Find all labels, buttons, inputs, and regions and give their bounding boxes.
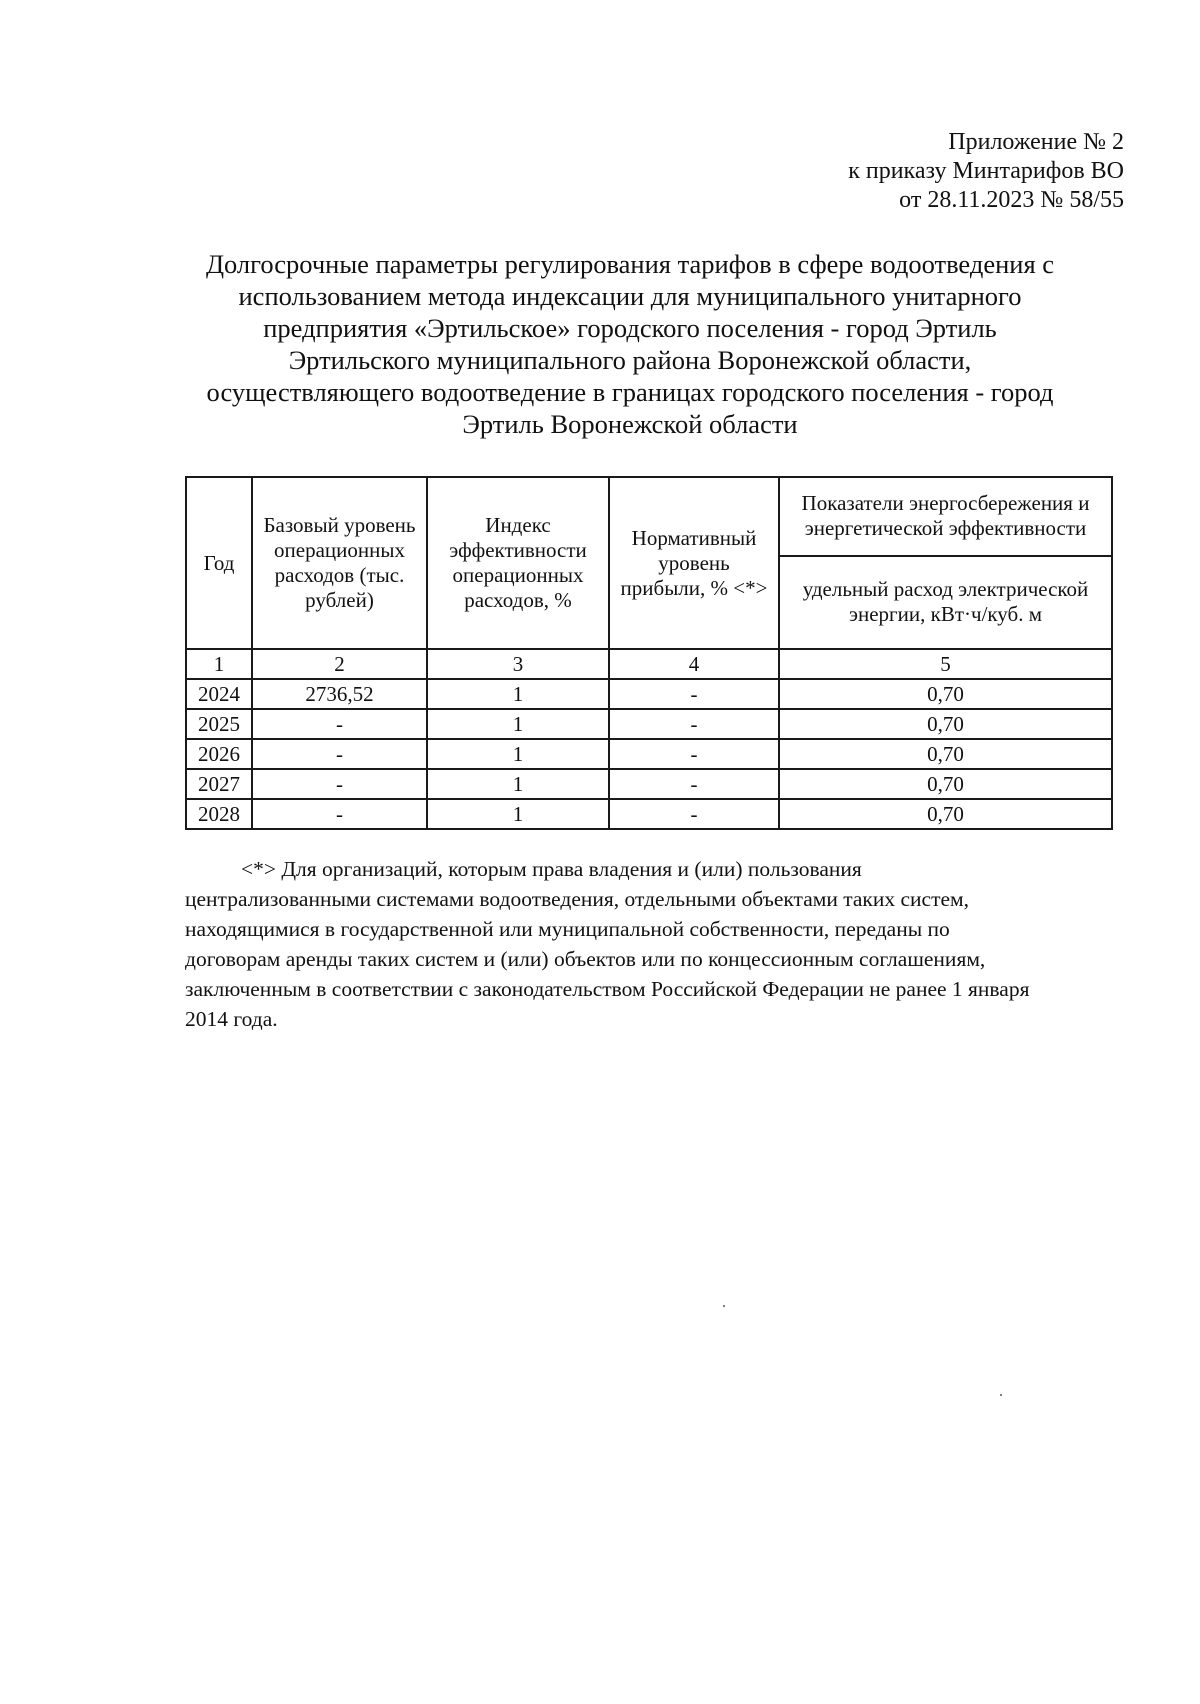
cell-efficiency-index: 1 [427, 679, 609, 709]
cell-efficiency-index: 1 [427, 709, 609, 739]
table-row [186, 769, 1112, 799]
cell-year: 2025 [186, 709, 252, 739]
footnote-line: 2014 года. [185, 1007, 278, 1031]
title-line: осуществляющего водоотведение в границах городского поселения - город [206, 377, 1054, 407]
cell-efficiency-index: 1 [427, 769, 609, 799]
footnote-line: договорам аренды таких систем и (или) объектов или по концессионным соглашениям, [185, 947, 986, 971]
column-number: 4 [609, 649, 779, 679]
cell-base-level: 2736,52 [252, 679, 427, 709]
cell-energy-specific: 0,70 [779, 769, 1112, 799]
title-line: Долгосрочные параметры регулирования тарифов в сфере водоотведения с [205, 249, 1055, 279]
cell-energy-specific: 0,70 [779, 799, 1112, 829]
parameters-table [185, 476, 1113, 830]
cell-base-level: - [252, 709, 427, 739]
scan-speck [1000, 1394, 1002, 1396]
appendix-number: Приложение № 2 [948, 129, 1124, 155]
scan-speck [723, 1305, 725, 1307]
title-line: предприятия «Эртильское» городского поселения - город Эртиль [263, 313, 997, 343]
footnote-line: <*> Для организаций, которым права владения и (или) пользования [241, 857, 862, 881]
title-line: Эртильского муниципального района Воронежской области, [288, 345, 972, 375]
header-base-level: Базовый уровень операционных расходов (тыс. рублей) [252, 477, 427, 649]
cell-base-level: - [252, 739, 427, 769]
appendix-header [848, 128, 1124, 215]
header-efficiency-index: Индекс эффективности операционных расходов, % [427, 477, 609, 649]
footnote-line: заключенным в соответствии с законодательством Российской Федерации не ранее 1 января [185, 977, 1030, 1001]
header-energy-specific: удельный расход электрической энергии, кВт·ч/куб. м [779, 556, 1112, 649]
column-number: 2 [252, 649, 427, 679]
cell-energy-specific: 0,70 [779, 679, 1112, 709]
cell-base-level: - [252, 769, 427, 799]
cell-profit-level: - [609, 739, 779, 769]
title-line: Эртиль Воронежской области [462, 409, 798, 439]
table-row [186, 709, 1112, 739]
cell-profit-level: - [609, 769, 779, 799]
footnote [185, 854, 1127, 1034]
cell-efficiency-index: 1 [427, 739, 609, 769]
cell-year: 2024 [186, 679, 252, 709]
table-row [186, 739, 1112, 769]
cell-profit-level: - [609, 709, 779, 739]
cell-base-level: - [252, 799, 427, 829]
footnote-line: находящимися в государственной или муниципальной собственности, переданы по [185, 917, 950, 941]
appendix-order-ref: к приказу Минтарифов ВО [848, 158, 1124, 184]
cell-year: 2027 [186, 769, 252, 799]
column-number: 5 [779, 649, 1112, 679]
column-numbers-row [186, 649, 1112, 679]
appendix-order-date: от 28.11.2023 № 58/55 [899, 187, 1124, 213]
header-energy-group: Показатели энергосбережения и энергетической эффективности [779, 477, 1112, 556]
cell-energy-specific: 0,70 [779, 709, 1112, 739]
table-row [186, 679, 1112, 709]
cell-profit-level: - [609, 679, 779, 709]
cell-efficiency-index: 1 [427, 799, 609, 829]
cell-year: 2026 [186, 739, 252, 769]
header-year: Год [186, 477, 252, 649]
cell-year: 2028 [186, 799, 252, 829]
header-profit-level: Нормативный уровень прибыли, % <*> [609, 477, 779, 649]
cell-energy-specific: 0,70 [779, 739, 1112, 769]
document-title [150, 248, 1110, 440]
column-number: 3 [427, 649, 609, 679]
column-number: 1 [186, 649, 252, 679]
table-row [186, 799, 1112, 829]
cell-profit-level: - [609, 799, 779, 829]
footnote-line: централизованными системами водоотведения, отдельными объектами таких систем, [185, 887, 970, 911]
title-line: использованием метода индексации для муниципального унитарного [238, 281, 1022, 311]
